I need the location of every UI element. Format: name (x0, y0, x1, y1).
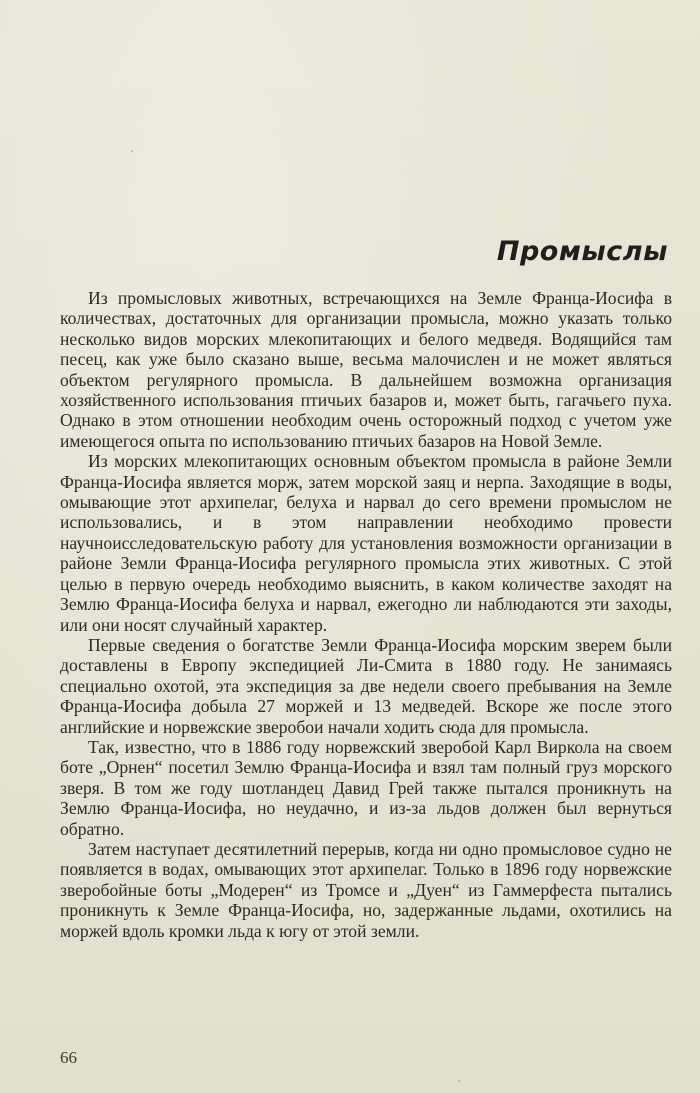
paragraph: Из морских млекопитающих основным объектом промысла в районе Земли Франца-Иосифа является морж, затем морской заяц и нерпа. Заходящие в воды, омывающие этот архипелаг, белуха и нарвал до сего времени промыслом не использовались, и в этом направлении необходимо провести научноисследовательскую работу для установления возможности организации в районе Земли Франца-Иосифа регулярного промысла этих животных. С этой целью в первую очередь необходимо выяснить, в каком количестве заходят на Землю Франца-Иосифа белуха и нарвал, ежегодно ли наблюдаются эти заходы, или они носят случайный характер. (60, 451, 672, 635)
paragraph: Первые сведения о богатстве Земли Франца-Иосифа морским зверем были доставлены в Европу экспедицией Ли-Смита в 1880 году. Не занимаясь специально охотой, эта экспедиция за две недели своего пребывания на Земле Франца-Иосифа добыла 27 моржей и 13 медведей. Вскоре же после этого английские и норвежские зверобои начали ходить сюда для промысла. (60, 634, 672, 737)
body-text (60, 288, 672, 941)
paragraph: Из промысловых животных, встречающихся на Земле Франца-Иосифа в количествах, достаточных для организации промысла, можно указать только несколько видов морских млекопитающих и белого медведя. Водящийся там песец, как уже было сказано выше, весьма малочислен и не может являться объектом регулярного промысла. В дальнейшем возможна организация хозяйственного использования птичьих базаров и, может быть, гагачьего пуха. Однако в этом отношении необходим очень осторожный подход с учетом уже имеющегося опыта по использованию птичьих базаров на Новой Земле. (60, 288, 672, 451)
paper-speck (458, 1080, 460, 1082)
paper-speck (131, 150, 133, 152)
section-heading: Промыслы (496, 236, 668, 267)
paragraph: Затем наступает десятилетний перерыв, когда ни одно промысловое судно не появляется в водах, омывающих этот архипелаг. Только в 1896 году норвежские зверобойные боты „Модерен“ из Тромсе и „Дуен“ из Гаммерфеста пытались проникнуть к Земле Франца-Иосифа, но, задержанные льдами, охотились на моржей вдоль кромки льда к югу от этой земли. (60, 838, 672, 941)
page-number: 66 (60, 1048, 77, 1067)
paragraph: Так, известно, что в 1886 году норвежский зверобой Карл Виркола на своем боте „Орнен“ посетил Землю Франца-Иосифа и взял там полный груз морского зверя. В том же году шотландец Давид Грей также пытался проникнуть на Землю Франца-Иосифа, но неудачно, и из-за льдов должен был вернуться обратно. (60, 736, 672, 839)
